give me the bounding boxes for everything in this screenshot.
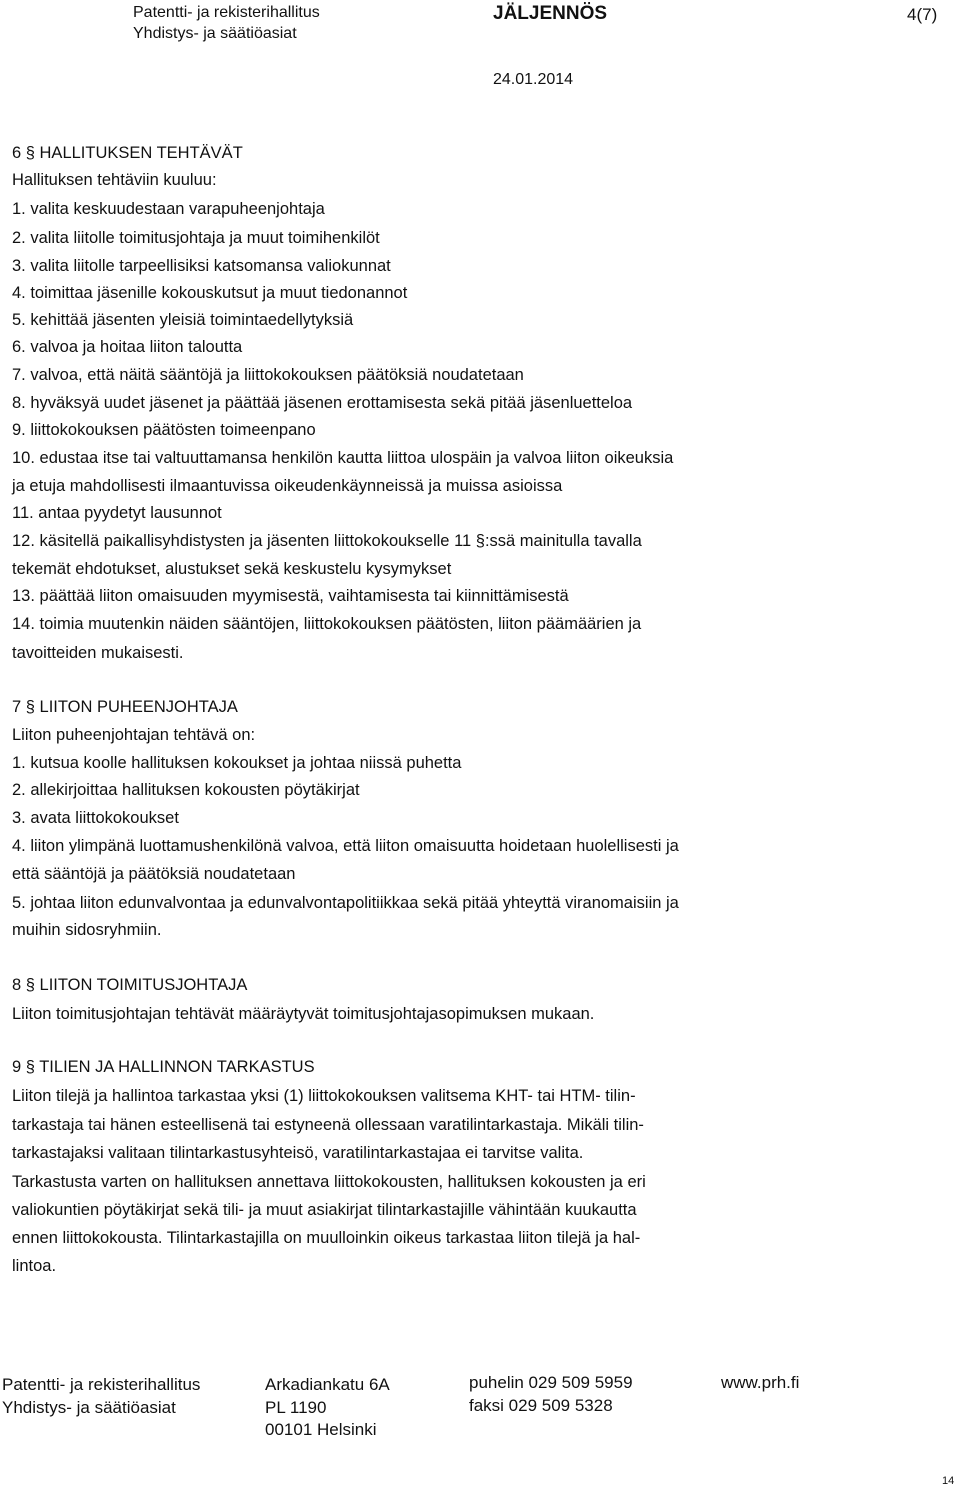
section-9-line: tarkastaja tai hänen esteellisenä tai estyneenä ollessaan varatilintarkastaja. Mikäli tilin- xyxy=(12,1116,644,1134)
section-9-line: valiokuntien pöytäkirjat sekä tili- ja muut asiakirjat tilintarkastajille vähintään kuukautta xyxy=(12,1201,637,1219)
section-9-line: tarkastajaksi valitaan tilintarkastusyhteisö, varatilintarkastajaa ei tarvitse valita. xyxy=(12,1144,584,1162)
section-6-line: 7. valvoa, että näitä sääntöjä ja liittokokouksen päätöksiä noudatetaan xyxy=(12,366,524,384)
section-9-line: Liiton tilejä ja hallintoa tarkastaa yksi (1) liittokokouksen valitsema KHT- tai HTM- tilin- xyxy=(12,1087,636,1105)
section-6-line: 3. valita liitolle tarpeellisiksi katsomansa valiokunnat xyxy=(12,257,391,275)
section-6-line: 14. toimia muutenkin näiden sääntöjen, liittokokouksen päätösten, liiton päämäärien ja xyxy=(12,615,642,633)
page-indicator: 4(7) xyxy=(907,5,938,24)
section-6-line: 9. liittokokouksen päätösten toimeenpano xyxy=(12,421,316,439)
section-6-line: 5. kehittää jäsenten yleisiä toimintaedellytyksiä xyxy=(12,311,354,329)
section-9-line: lintoa. xyxy=(12,1257,57,1275)
section-8-heading: 8 § LIITON TOIMITUSJOHTAJA xyxy=(12,976,248,994)
footer-po-box: PL 1190 xyxy=(265,1398,327,1417)
section-6-line: 4. toimittaa jäsenille kokouskutsut ja muut tiedonannot xyxy=(12,284,408,302)
section-6-line: ja etuja mahdollisesti ilmaantuvissa oikeudenkäynneissä ja muissa asioissa xyxy=(12,477,563,495)
section-7-line: 3. avata liittokokoukset xyxy=(12,809,179,827)
footer-street-address: Arkadiankatu 6A xyxy=(265,1375,390,1394)
footer-phone: puhelin 029 509 5959 xyxy=(469,1373,633,1392)
section-6-line: 6. valvoa ja hoitaa liiton taloutta xyxy=(12,338,243,356)
section-6-line: 13. päättää liiton omaisuuden myymisestä, vaihtamisesta tai kiinnittämisestä xyxy=(12,587,569,605)
section-7-heading: 7 § LIITON PUHEENJOHTAJA xyxy=(12,698,238,716)
section-9-line: Tarkastusta varten on hallituksen annettava liittokokousten, hallituksen kokousten ja eri xyxy=(12,1173,646,1191)
section-7-line: muihin sidosryhmiin. xyxy=(12,921,162,939)
section-6-line: tekemät ehdotukset, alustukset sekä keskustelu kysymykset xyxy=(12,560,452,578)
section-6-heading: 6 § HALLITUKSEN TEHTÄVÄT xyxy=(12,144,243,162)
section-7-line: 1. kutsua koolle hallituksen kokoukset ja johtaa niissä puhetta xyxy=(12,754,462,772)
footer-postal-code: 00101 Helsinki xyxy=(265,1420,377,1439)
footer-org-name: Patentti- ja rekisterihallitus xyxy=(2,1375,201,1394)
footer-org-unit: Yhdistys- ja säätiöasiat xyxy=(2,1398,176,1417)
section-7-line: 4. liiton ylimpänä luottamushenkilönä valvoa, että liiton omaisuutta hoidetaan huolellisesti ja xyxy=(12,837,679,855)
section-7-line: että sääntöjä ja päätöksiä noudatetaan xyxy=(12,865,296,883)
section-9-heading: 9 § TILIEN JA HALLINNON TARKASTUS xyxy=(12,1058,315,1076)
section-7-line: 2. allekirjoittaa hallituksen kokousten pöytäkirjat xyxy=(12,781,360,799)
page-number: 14 xyxy=(942,1475,955,1487)
section-6-line: 2. valita liitolle toimitusjohtaja ja muut toimihenkilöt xyxy=(12,229,380,247)
section-6-line: 10. edustaa itse tai valtuuttamansa henkilön kautta liittoa ulospäin ja valvoa liiton oikeuksia xyxy=(12,449,674,467)
footer-fax: faksi 029 509 5328 xyxy=(469,1396,613,1415)
header-org-unit: Yhdistys- ja säätiöasiat xyxy=(133,25,297,42)
section-8-line: Liiton toimitusjohtajan tehtävät määräytyvät toimitusjohtajasopimuksen mukaan. xyxy=(12,1005,595,1023)
section-6-line: tavoitteiden mukaisesti. xyxy=(12,644,184,662)
section-6-line: 8. hyväksyä uudet jäsenet ja päättää jäsenen erottamisesta sekä pitää jäsenluetteloa xyxy=(12,394,633,412)
section-7-intro: Liiton puheenjohtajan tehtävä on: xyxy=(12,726,256,744)
section-6-line: 1. valita keskuudestaan varapuheenjohtaja xyxy=(12,200,325,218)
document-date: 24.01.2014 xyxy=(493,71,574,88)
section-7-line: 5. johtaa liiton edunvalvontaa ja edunvalvontapolitiikkaa sekä pitää yhteyttä viranomaisiin ja xyxy=(12,894,679,912)
section-6-line: 12. käsitellä paikallisyhdistysten ja jäsenten liittokokoukselle 11 §:ssä mainitulla tavalla xyxy=(12,532,642,550)
copy-stamp: JÄLJENNÖS xyxy=(493,3,608,24)
section-6-line: 11. antaa pyydetyt lausunnot xyxy=(12,504,222,522)
section-9-line: ennen liittokokousta. Tilintarkastajilla on muulloinkin oikeus tarkastaa liiton tilejä ja hal- xyxy=(12,1229,641,1247)
footer-website-link[interactable]: www.prh.fi xyxy=(721,1373,800,1392)
section-6-intro: Hallituksen tehtäviin kuuluu: xyxy=(12,171,217,189)
header-org-name: Patentti- ja rekisterihallitus xyxy=(133,4,320,21)
